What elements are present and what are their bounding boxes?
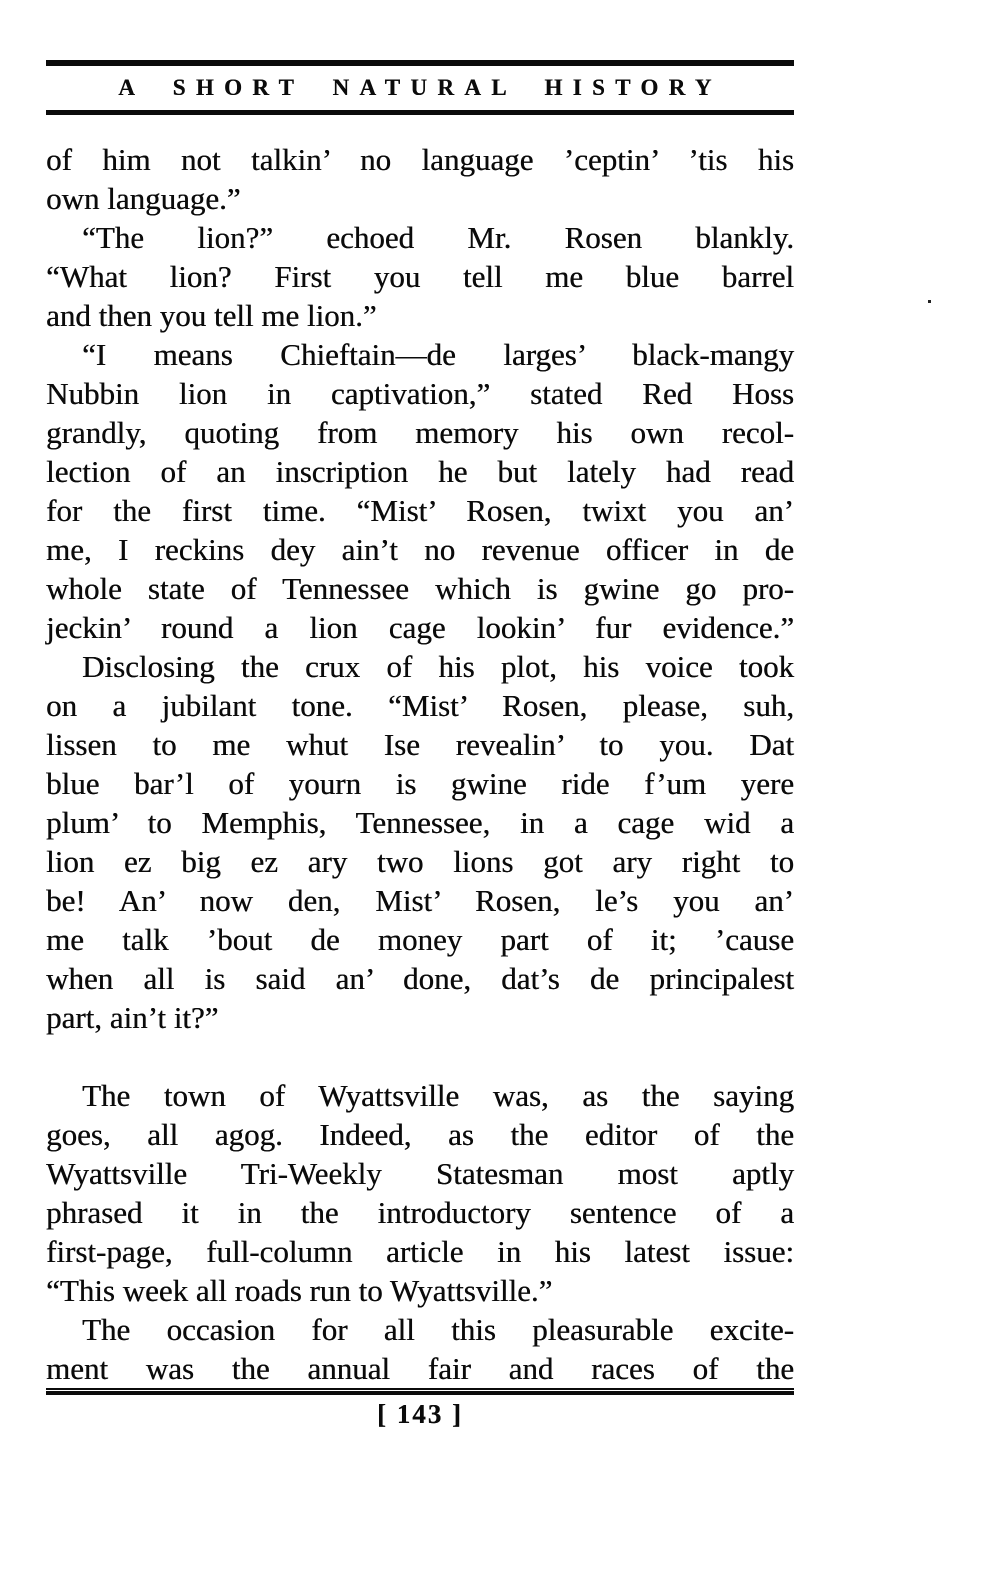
text-line: first-page, full-column article in his latest issue: — [46, 1234, 794, 1269]
text-line: ment was the annual fair and races of the — [46, 1351, 794, 1386]
text-line: Disclosing the crux of his plot, his voice took — [82, 649, 794, 684]
text-line: The town of Wyattsville was, as the saying — [82, 1078, 794, 1113]
text-line: “The lion?” echoed Mr. Rosen blankly. — [82, 220, 794, 255]
text-line: me, I reckins dey ain’t no revenue officer in de — [46, 532, 794, 567]
footer-rule — [46, 1388, 794, 1395]
page-number: [ 143 ] — [377, 1399, 463, 1429]
text-line: of him not talkin’ no language ’ceptin’ ’tis his — [46, 142, 794, 177]
text-line: “I means Chieftain—de larges’ black-mangy — [82, 337, 794, 372]
text-line: Wyattsville Tri-Weekly Statesman most aptly — [46, 1156, 794, 1191]
text-line: goes, all agog. Indeed, as the editor of the — [46, 1117, 794, 1152]
text-line: lection of an inscription he but lately had read — [46, 454, 794, 489]
text-line: for the first time. “Mist’ Rosen, twixt you an’ — [46, 493, 794, 528]
text-line: on a jubilant tone. “Mist’ Rosen, please, suh, — [46, 688, 794, 723]
text-line: be! An’ now den, Mist’ Rosen, le’s you an’ — [46, 883, 794, 918]
text-line: grandly, quoting from memory his own recol- — [46, 415, 794, 450]
text-line: when all is said an’ done, dat’s de principalest — [46, 961, 794, 996]
text-line: blue bar’l of yourn is gwine ride f’um yere — [46, 766, 794, 801]
text-line: “What lion? First you tell me blue barrel — [46, 259, 794, 294]
running-header: A SHORT NATURAL HISTORY — [118, 75, 722, 100]
text-line: whole state of Tennessee which is gwine go pro- — [46, 571, 794, 606]
text-line: “This week all roads run to Wyattsville.” — [46, 1273, 553, 1308]
text-line: Nubbin lion in captivation,” stated Red Hoss — [46, 376, 794, 411]
text-line: and then you tell me lion.” — [46, 298, 377, 333]
text-line: me talk ’bout de money part of it; ’cause — [46, 922, 794, 957]
text-line: part, ain’t it?” — [46, 1000, 219, 1035]
text-line: own language.” — [46, 181, 241, 216]
text-line: lissen to me whut Ise revealin’ to you. Dat — [46, 727, 794, 762]
header-bottom-rule — [46, 110, 794, 115]
text-column — [46, 0, 794, 1433]
text-line: lion ez big ez ary two lions got ary right to — [46, 844, 794, 879]
text-line: The occasion for all this pleasurable excite- — [82, 1312, 794, 1347]
body-text — [46, 140, 794, 1388]
text-line: phrased it in the introductory sentence of a — [46, 1195, 794, 1230]
scan-speck — [928, 300, 931, 303]
text-line: jeckin’ round a lion cage lookin’ fur evidence.” — [46, 610, 794, 645]
text-line: plum’ to Memphis, Tennessee, in a cage wid a — [46, 805, 794, 840]
